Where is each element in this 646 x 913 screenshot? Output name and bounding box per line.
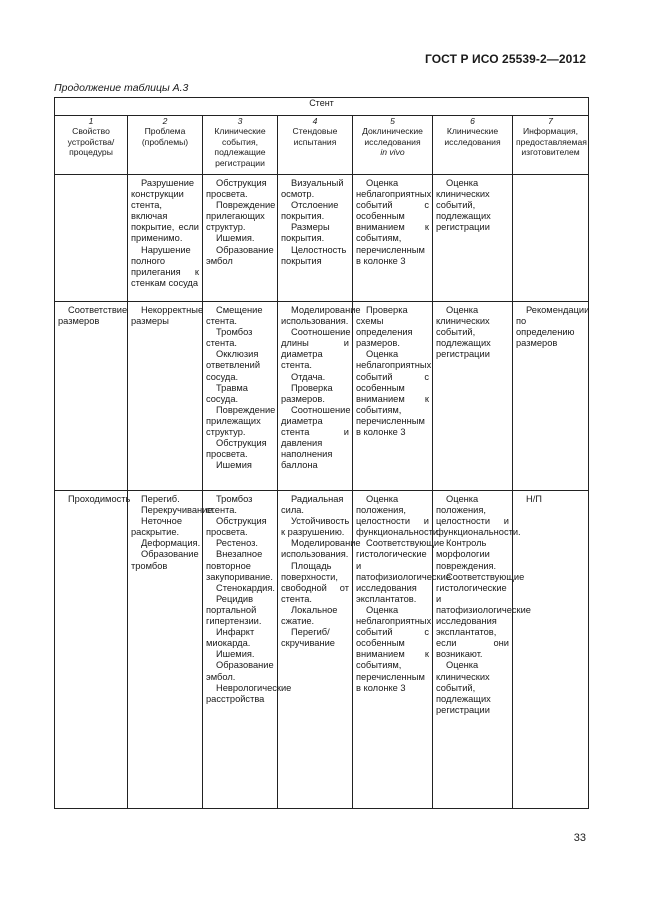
cell-paragraph: Н/П (526, 494, 542, 504)
cell-clinical-studies (433, 175, 513, 302)
cell-paragraph: Ишемия (216, 460, 252, 471)
column-number: 7 (548, 116, 553, 126)
cell-paragraph: Некорректные размеры (131, 305, 204, 327)
cell-paragraph: Устойчивость к разрушению. (281, 516, 350, 538)
document-code: ГОСТ Р ИСО 25539-2—2012 (424, 52, 586, 66)
cell-paragraph: Образование тромбов (131, 549, 199, 571)
cell-paragraph: Образование эмбол (206, 244, 274, 266)
cell-paragraph: Проверка схемы определения размеров. (356, 305, 413, 349)
column-number: 1 (88, 116, 94, 126)
cell-paragraph: Неврологические расстройства (206, 682, 292, 704)
cell-paragraph: Размеры покрытия. (281, 222, 330, 244)
column-label: Клинические исследования (444, 126, 501, 147)
cell-paragraph: Соотношение диаметра стента и давления наполнения баллона (281, 404, 351, 471)
column-label-italic: in vivo (380, 147, 405, 158)
cell-paragraph: Локальное сжатие. (281, 604, 338, 627)
column-header-problem (128, 116, 203, 175)
cell-paragraph: Проходимость (68, 494, 131, 504)
column-number: 6 (470, 116, 475, 126)
cell-paragraph: Контроль морфологии повреждения. (436, 538, 497, 571)
requirements-table (54, 97, 589, 809)
column-label: Доклинические исследования (362, 126, 423, 147)
cell-property (55, 175, 128, 302)
column-label: Свойство устройства/ процедуры (67, 126, 115, 158)
cell-paragraph: Обструкция просвета. (206, 178, 267, 200)
cell-paragraph: Перегиб. (141, 494, 180, 504)
column-label: Клинические события, подлежащие регистрации (214, 126, 266, 168)
cell-paragraph: Рестеноз. (216, 538, 258, 549)
table-row (55, 302, 589, 491)
column-header-manufacturer-info (513, 116, 589, 175)
cell-property (55, 302, 128, 491)
cell-paragraph: Обструкция просвета. (206, 438, 267, 460)
cell-preclinical (353, 175, 433, 302)
cell-paragraph: Соотношение длины и диаметра стента. (281, 327, 351, 371)
table-row (55, 175, 589, 302)
cell-paragraph: Оценка положения, целостности и функциональности. (356, 494, 441, 538)
cell-paragraph: Травма сосуда. (206, 382, 248, 404)
cell-paragraph: Стенокардия. (216, 582, 275, 593)
cell-preclinical (353, 302, 433, 491)
cell-paragraph: Перекручивание. (141, 505, 216, 516)
cell-paragraph: Моделирование использования. (281, 305, 361, 327)
column-header-property (55, 116, 128, 175)
column-label: Информация, предоставляемая изготовителем (516, 126, 587, 158)
cell-manufacturer-info (513, 175, 589, 302)
cell-paragraph: Внезапное повторное закупоривание. (206, 549, 273, 582)
cell-paragraph: Моделирование использования. (281, 538, 361, 560)
cell-paragraph: Проверка размеров. (281, 382, 333, 404)
column-number: 5 (390, 116, 395, 126)
cell-paragraph: Тромбоз стента. (206, 327, 253, 349)
cell-paragraph: Оценка неблагоприятных событий с особенным вниманием к событиям, перечисленным в колонке 3 (356, 604, 432, 693)
table-caption: Продолжение таблицы А.3 (54, 82, 189, 94)
cell-paragraph: Окклюзия ответвлений сосуда. (206, 349, 261, 382)
table-row (55, 491, 589, 809)
cell-manufacturer-info (513, 491, 589, 809)
column-header-clinical-studies (433, 116, 513, 175)
cell-problem (128, 302, 203, 491)
cell-paragraph: Ишемия. (216, 233, 255, 244)
cell-paragraph: Нарушение полного прилегания к стенкам сосуда (131, 244, 199, 288)
cell-bench-tests (278, 175, 353, 302)
column-label: Стендовые испытания (292, 126, 338, 147)
cell-problem (128, 175, 203, 302)
cell-paragraph: Смещение стента. (206, 305, 263, 327)
cell-paragraph: Тромбоз стента. (206, 494, 253, 516)
cell-paragraph: Соответствующие гистологические и патофизиологические исследования эксплантатов, если они возникают. (436, 571, 531, 660)
cell-paragraph: Площадь поверхности, свободной от стента. (281, 560, 349, 604)
column-number: 4 (312, 116, 318, 126)
cell-paragraph: Образование эмбол. (206, 660, 274, 682)
cell-preclinical (353, 491, 451, 809)
cell-paragraph: Рецидив портальной гипертензии. (206, 593, 262, 627)
cell-paragraph: Оценка клинических событий, подлежащих регистрации (436, 660, 491, 715)
cell-paragraph: Рекомендации по определению размеров (516, 305, 590, 349)
cell-paragraph: Повреждение прилежащих структур. (206, 404, 276, 438)
cell-clinical-studies (433, 491, 531, 809)
table-group-header: Стент (55, 98, 589, 116)
cell-paragraph: Оценка клинических событий, подлежащих регистрации (436, 305, 491, 360)
cell-clinical-events (203, 302, 278, 491)
cell-paragraph: Визуальный осмотр. (281, 178, 344, 200)
cell-paragraph: Соответствие размеров (58, 305, 128, 327)
column-number: 3 (237, 116, 243, 126)
column-header-row (55, 116, 589, 175)
cell-paragraph: Оценка положения, целостности и функциональности. (436, 494, 521, 538)
cell-paragraph: Ишемия. (216, 649, 255, 660)
cell-problem (128, 491, 216, 809)
cell-paragraph: Оценка неблагоприятных событий с особенным вниманием к событиям, перечисленным в колонке 3 (356, 178, 432, 266)
column-label: Проблема (проблемы) (141, 126, 189, 147)
cell-paragraph: Отслоение покрытия. (281, 200, 339, 222)
cell-clinical-events (203, 175, 278, 302)
column-number: 2 (162, 116, 168, 126)
cell-clinical-events (203, 491, 292, 809)
cell-manufacturer-info (513, 302, 589, 491)
page-number: 33 (573, 832, 586, 844)
cell-paragraph: Перегиб/ скручивание (281, 627, 335, 649)
cell-bench-tests (278, 302, 361, 491)
cell-paragraph: Повреждение прилегающих структур. (206, 200, 276, 233)
column-header-preclinical (353, 116, 433, 175)
cell-paragraph: Отдача. (291, 371, 326, 382)
cell-paragraph: Разрушение конструкции стента, включая покрытие, если применимо. (131, 178, 199, 244)
cell-paragraph: Радиальная сила. (281, 494, 344, 516)
cell-paragraph: Оценка неблагоприятных событий с особенным вниманием к событиям, перечисленным в колонке 3 (356, 349, 432, 438)
cell-property (55, 491, 131, 809)
cell-paragraph: Инфаркт миокарда. (206, 627, 255, 649)
cell-paragraph: Неточное раскрытие. (131, 516, 183, 538)
cell-paragraph: Деформация. (141, 538, 201, 549)
cell-paragraph: Соответствующие гистологические и патофизиологические исследования эксплантатов. (356, 538, 451, 604)
cell-bench-tests (278, 491, 361, 809)
column-header-clinical-events (203, 116, 278, 175)
cell-paragraph: Целостность покрытия (281, 244, 347, 266)
cell-paragraph: Обструкция просвета. (206, 516, 267, 538)
cell-paragraph: Оценка клинических событий, подлежащих регистрации (436, 178, 491, 233)
cell-clinical-studies (433, 302, 513, 491)
column-header-bench-tests (278, 116, 353, 175)
